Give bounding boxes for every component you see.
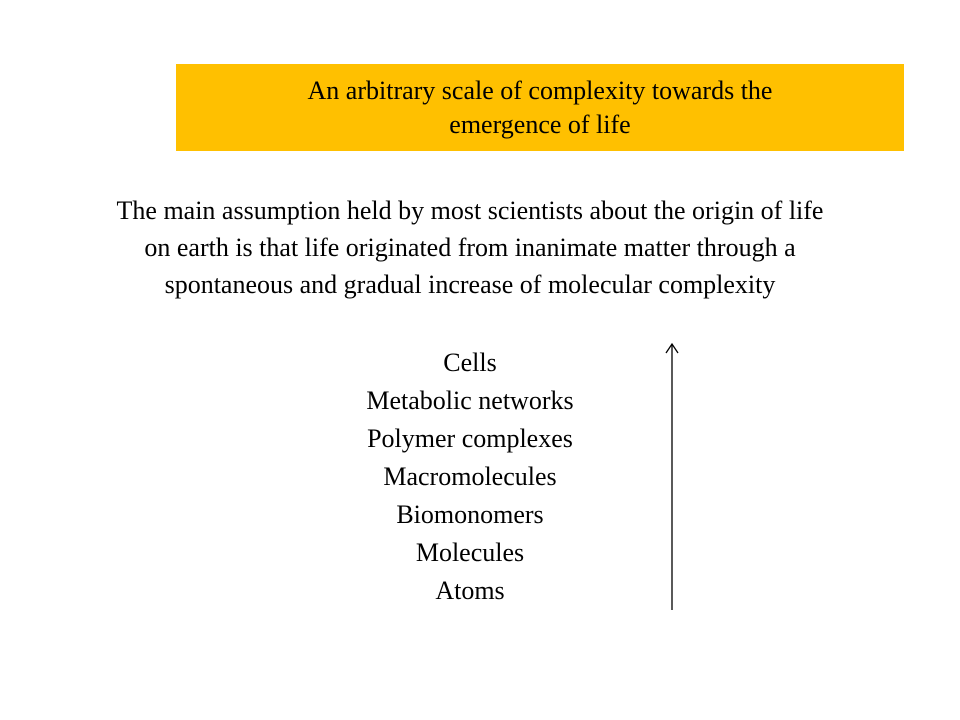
intro-paragraph — [0, 192, 940, 303]
level-cells: Cells — [443, 348, 497, 377]
level-biomonomers: Biomonomers — [396, 500, 544, 529]
level-metabolic-networks: Metabolic networks — [366, 386, 574, 415]
intro-line-3: spontaneous and gradual increase of molecular complexity — [164, 270, 776, 299]
up-arrow-icon — [664, 340, 682, 612]
title-line-1: An arbitrary scale of complexity towards the — [307, 75, 773, 105]
intro-line-1: The main assumption held by most scientists about the origin of life — [116, 196, 824, 225]
level-atoms: Atoms — [435, 576, 505, 605]
intro-line-2: on earth is that life originated from inanimate matter through a — [144, 233, 796, 262]
level-polymer-complexes: Polymer complexes — [367, 424, 573, 453]
level-molecules: Molecules — [415, 538, 525, 567]
title-line-2: emergence of life — [449, 109, 631, 139]
complexity-levels-list — [330, 344, 610, 610]
level-macromolecules: Macromolecules — [383, 462, 557, 491]
title-banner — [176, 64, 904, 151]
